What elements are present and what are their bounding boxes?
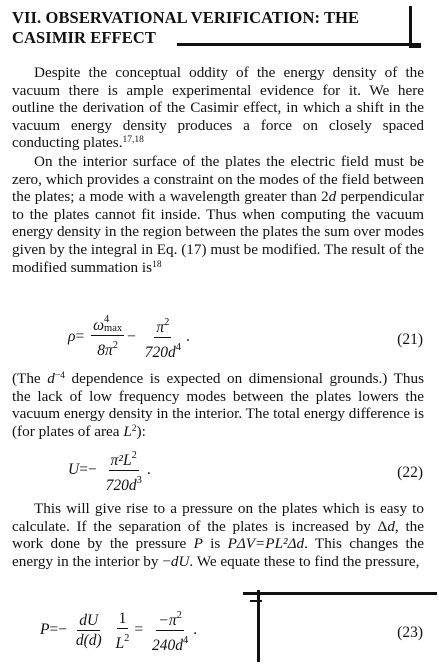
eq21-lhs: ρ [68,328,76,346]
bottom-rule-tick [250,600,262,602]
eq23-fraction-1: $\frac{dU}{d(d)}$ [75,612,102,649]
paragraph-pressure: This will give rise to a pressure on the plates which is easy to calculate. If the separation of the plates is increased by Δd, the work done by the pressure P is PΔV=PL²Δd. This changes the energy in the interior by −dU. We equate these to find the pressure, [12,500,424,570]
section-heading-line-2: CASIMIR EFFECT [12,28,156,47]
paragraph-energy-difference: (The $d^{-4}$ dependence is expected on dimensional grounds.) Thus the lack of low frequency modes between the plates lowers the vacuum energy density in the interior. The total energy difference is (for plates of area $L^2$): [12,370,425,440]
section-heading [12,8,392,48]
paragraph-intro-text: Despite the conceptual oddity of the energy density of the vacuum there is ample experimental evidence for it. We here outline the derivation of the Casimir effect, in which a shift in the vacuum energy density produces a force on closely spaced conducting plates. [12,64,424,152]
equation-number-23: (23) [397,624,423,641]
heading-rule-vertical [409,6,412,48]
journal-page: VII. OBSERVATIONAL VERIFICATION: THE CASIMIR EFFECT Despite the conceptual oddity of the energy density of the vacuum there is ample experimental evidence for it. We here outline the derivation of the Casimir effect, in which a shift in the vacuum energy density produces a force on closely spaced conducting plates.$^{17,18}$ On the interior surface of the plates the electric field must be zero, which provides a constraint on the modes of the field between the plates; a mode with a wavelength greater than 2d perpendicular to the plates cannot fit inside. Thus when computing the vacuum energy density in the region between the plates the sum over modes given by the integral in Eq. (17) must be modified. The result of the modified summation $is^{18}$ ρ= ω 4 max $8\pi^2$ − $\frac{\pi^2}{720d^4}$ . (21) (The $d^{-4}$ dependence is expected on dimensional grounds.) Thus the lack of low frequency modes between the plates lowers the vacuum energy density in the interior. The total energy difference is (for plates of area $L^2$): U=− $\frac{\pi^2L^2}{720d^3}$ . (22) This will give rise to a pressure on the plates which is easy to calculate. If the separation of the plates is increased by Δd, the work done by the pressure P is PΔV=PL²Δd. This changes the energy in the interior by −dU. We equate these to find the pressure, P=− $\frac{dU}{d(d)}$ $\frac{1}{L^2}$ = $\frac{-\pi^2}{240d^4}$ . (23) [0,0,439,664]
paragraph-constraint [12,153,424,276]
paragraph-constraint-text-a: On the interior surface of the plates the electric field must be zero, which provides a constraint on the modes of the field between the plates; a mode with a wavelength greater than 2 [12,153,424,206]
eq23-fraction-2: $\frac{1}{L^2}$ [115,609,130,652]
paragraph-constraint-text-b: perpendicular to the plates cannot fit inside. Thus when computing the vacuum energy density in the region between the plates the sum over modes given by the integral in Eq. (17) must be modified. The result of the modified summation is [12,188,424,276]
equation-number-22: (22) [397,464,423,481]
eq22-fraction: $\frac{\pi^2L^2}{720d^3}$ [104,446,144,495]
equation-number-21: (21) [397,331,423,348]
heading-rule-tick [409,46,421,48]
eq21-fraction-2: $\frac{\pi^2}{720d^4}$ [143,313,183,362]
variable-d: d [328,188,337,206]
eq21-fraction-1: ω 4 max $8\pi^2$ [93,314,123,359]
heading-rule [177,43,421,46]
bottom-rule [243,592,437,595]
eq22-lhs: U [68,461,80,479]
paragraph-intro [12,64,424,152]
eq23-lhs: P [40,621,50,639]
eq23-fraction-3: $\frac{-\pi^2}{240d^4}$ [150,606,190,655]
citation-superscript: 18 [152,259,162,270]
section-heading-line-1: VII. OBSERVATIONAL VERIFICATION: THE [12,8,360,27]
citation-superscript: 17,18 [122,135,144,146]
